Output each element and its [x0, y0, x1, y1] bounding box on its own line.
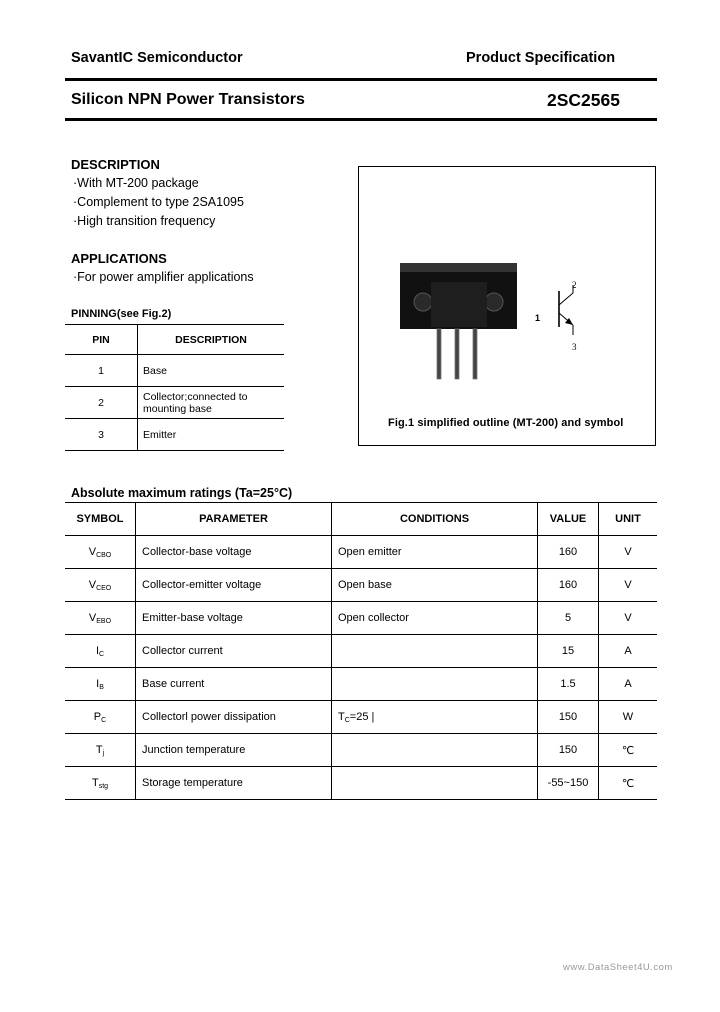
symbol-cell	[65, 602, 136, 635]
condition-value: =25	[349, 710, 372, 723]
symbol-label-emitter: 3	[572, 342, 577, 352]
description-heading: DESCRIPTION	[71, 157, 160, 172]
symbol-cell	[65, 734, 136, 767]
applications-heading: APPLICATIONS	[71, 251, 167, 266]
lead	[473, 329, 477, 379]
table-row	[65, 419, 284, 451]
column-header: PARAMETER	[136, 503, 332, 536]
parameter-cell: Base current	[136, 668, 332, 701]
unit-cell: V	[599, 602, 658, 635]
pinning-heading: PINNING(see Fig.2)	[71, 308, 172, 320]
table-header-row	[65, 325, 284, 355]
parameter-cell: Emitter-base voltage	[136, 602, 332, 635]
pin-description	[138, 387, 285, 419]
mounting-hole	[414, 293, 432, 311]
symbol-subscript: stg	[98, 782, 109, 790]
table-row	[65, 602, 657, 635]
value-cell: 15	[538, 635, 599, 668]
column-header: DESCRIPTION	[138, 325, 285, 355]
conditions-cell	[332, 767, 538, 800]
applications-item: ·For power amplifier applications	[73, 270, 254, 284]
condition-symbol: T	[338, 710, 345, 723]
product-line: Silicon NPN Power Transistors	[71, 91, 305, 108]
value-cell: 160	[538, 536, 599, 569]
ratings-table	[65, 502, 657, 800]
symbol-cell	[65, 668, 136, 701]
pin-number: 2	[65, 387, 138, 419]
table-row	[65, 668, 657, 701]
company-name: SavantIC Semiconductor	[71, 50, 243, 66]
mounting-hole	[485, 293, 503, 311]
description-item: ·Complement to type 2SA1095	[73, 195, 244, 209]
description-item: ·With MT-200 package	[73, 176, 199, 190]
figure-box	[358, 166, 656, 446]
table-row	[65, 734, 657, 767]
conditions-cell	[332, 635, 538, 668]
document-type: Product Specification	[466, 50, 616, 66]
unit-cell: A	[599, 668, 658, 701]
value-cell: 150	[538, 701, 599, 734]
conditions-cell	[332, 668, 538, 701]
header-rule	[65, 78, 657, 81]
parameter-cell: Junction temperature	[136, 734, 332, 767]
value-cell: -55~150	[538, 767, 599, 800]
column-header: SYMBOL	[65, 503, 136, 536]
conditions-cell	[332, 701, 538, 734]
title-rule	[65, 118, 657, 121]
unit-cell: W	[599, 701, 658, 734]
unit-cell: ℃	[599, 734, 658, 767]
symbol-subscript: CBO	[96, 551, 112, 559]
symbol-subscript: CEO	[96, 584, 112, 592]
parameter-cell: Collectorl power dissipation	[136, 701, 332, 734]
symbol: V	[88, 545, 97, 558]
unit-cell: ℃	[599, 767, 658, 800]
table-row	[65, 355, 284, 387]
symbol-cell	[65, 701, 136, 734]
symbol-subscript: C	[99, 650, 105, 658]
figure-caption: Fig.1 simplified outline (MT-200) and symbol	[388, 417, 624, 429]
symbol-subscript: j	[102, 749, 105, 757]
symbol-label-collector: 2	[572, 280, 577, 290]
package-outline-figure	[359, 167, 655, 445]
lead	[437, 329, 441, 379]
description-item: ·High transition frequency	[73, 214, 216, 228]
ratings-heading: Absolute maximum ratings (Ta=25°C)	[71, 486, 293, 500]
unit-cell: V	[599, 536, 658, 569]
pin-number: 3	[65, 419, 138, 451]
symbol: I	[95, 644, 99, 657]
table-row	[65, 387, 284, 419]
lead	[455, 329, 459, 379]
value-cell: 5	[538, 602, 599, 635]
symbol-subscript: C	[101, 716, 107, 724]
symbol-subscript: B	[99, 683, 104, 691]
part-number: 2SC2565	[547, 90, 620, 110]
symbol-cell	[65, 767, 136, 800]
unit-cell: V	[599, 569, 658, 602]
unit-cell: A	[599, 635, 658, 668]
column-header: VALUE	[538, 503, 599, 536]
unit-glyph: |	[371, 710, 375, 723]
pin-description-line: mounting base	[143, 402, 212, 415]
table-row	[65, 536, 657, 569]
symbol: I	[96, 677, 100, 690]
symbol-cell	[65, 635, 136, 668]
symbol-subscript: EBO	[96, 617, 112, 625]
pin-number: 1	[65, 355, 138, 387]
table-row	[65, 701, 657, 734]
table-row	[65, 569, 657, 602]
table-row	[65, 767, 657, 800]
parameter-cell: Storage temperature	[136, 767, 332, 800]
parameter-cell: Collector current	[136, 635, 332, 668]
conditions-cell: Open emitter	[332, 536, 538, 569]
symbol: P	[93, 710, 102, 723]
symbol: T	[91, 776, 99, 789]
table-row	[65, 635, 657, 668]
symbol: T	[95, 743, 103, 756]
condition-subscript: C	[344, 716, 350, 724]
symbol-cell	[65, 536, 136, 569]
parameter-cell: Collector-emitter voltage	[136, 569, 332, 602]
column-header: UNIT	[599, 503, 658, 536]
symbol-label-base: 1	[535, 313, 541, 323]
conditions-cell: Open base	[332, 569, 538, 602]
value-cell: 150	[538, 734, 599, 767]
value-cell: 1.5	[538, 668, 599, 701]
pin-description: Base	[138, 355, 285, 387]
table-header-row	[65, 503, 657, 536]
pin-description-line: Collector;connected to	[143, 390, 248, 403]
conditions-cell: Open collector	[332, 602, 538, 635]
watermark: www.DataSheet4U.com	[563, 962, 673, 973]
conditions-cell	[332, 734, 538, 767]
column-header: CONDITIONS	[332, 503, 538, 536]
symbol-cell	[65, 569, 136, 602]
symbol: V	[88, 578, 97, 591]
value-cell: 160	[538, 569, 599, 602]
pin-description: Emitter	[138, 419, 285, 451]
parameter-cell: Collector-base voltage	[136, 536, 332, 569]
pinning-table	[65, 324, 284, 451]
symbol: V	[88, 611, 97, 624]
column-header: PIN	[65, 325, 138, 355]
